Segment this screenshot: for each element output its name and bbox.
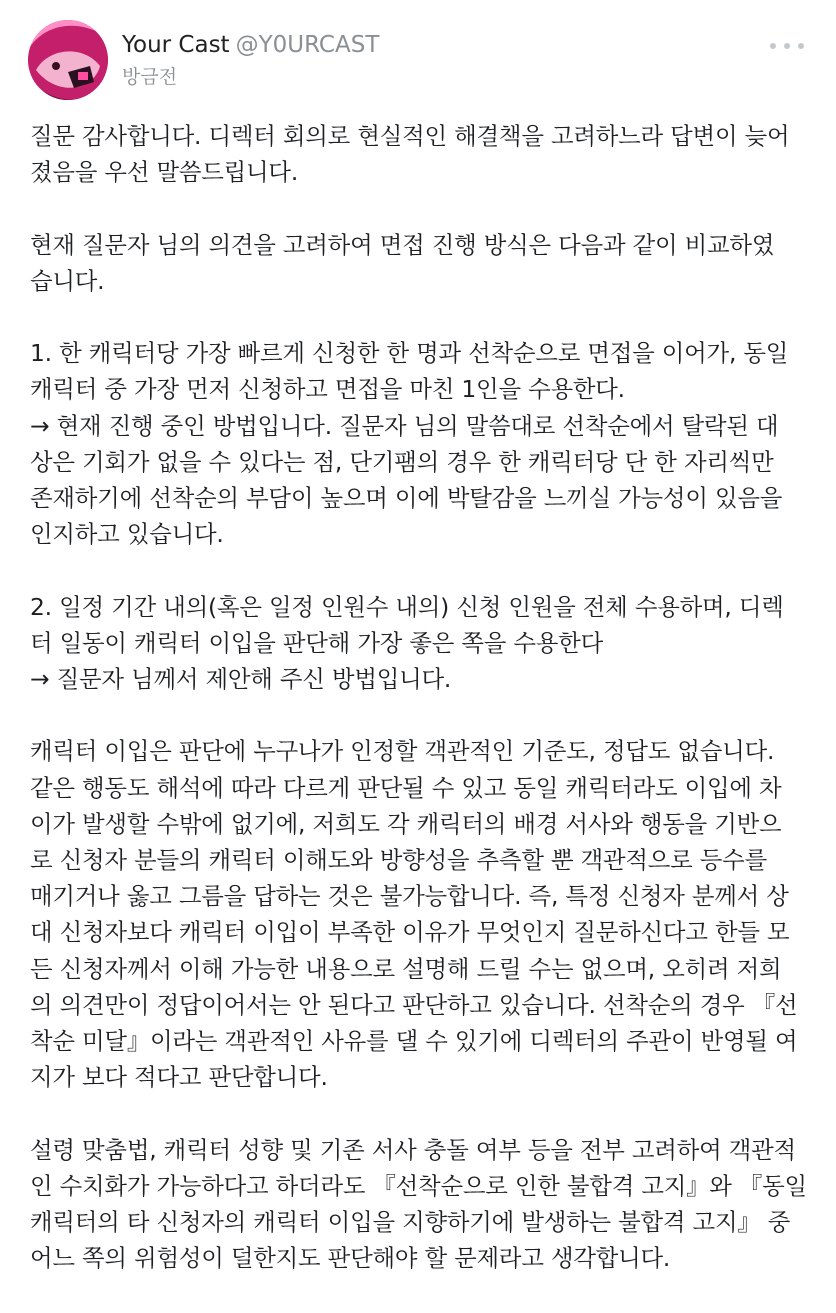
- post-text-line: 캐릭터의 타 신청자의 캐릭터 이입을 지향하기에 발생하는 불합격 고지』 중: [30, 1208, 791, 1237]
- post-text-line: 대 신청자보다 캐릭터 이입이 부족한 이유가 무엇인지 질문하신다고 한들 모: [30, 918, 790, 947]
- post-paragraph: [30, 227, 810, 299]
- post-text-line: 습니다.: [30, 266, 105, 295]
- post-paragraph: [30, 733, 810, 1095]
- post-text-line: 설령 맞춤법, 캐릭터 성향 및 기존 서사 충돌 여부 등을 전부 고려하여 객관적: [30, 1135, 796, 1164]
- post-paragraph: [30, 589, 810, 698]
- post-text-line: 질문 감사합니다. 디렉터 회의로 현실적인 해결책을 고려하느라 답변이 늦어: [30, 122, 790, 150]
- post-paragraph: [30, 118, 810, 190]
- post-text-line: 인 수치화가 가능하다고 하더라도 『선착순으로 인한 불합격 고지』와 『동일: [30, 1171, 807, 1200]
- post-text-line: 2. 일정 기간 내의(혹은 일정 인원수 내의) 신청 인원을 전체 수용하며, 디렉: [30, 592, 784, 621]
- more-icon[interactable]: [770, 36, 804, 56]
- post-text-line: 같은 행동도 해석에 따라 다르게 판단될 수 있고 동일 캐릭터라도 이입에 차: [30, 773, 782, 802]
- post-timestamp: 방금전: [122, 66, 178, 88]
- dot: [798, 43, 804, 49]
- post-text-line: 터 일동이 캐릭터 이입을 판단해 가장 좋은 쪽을 수용한다: [30, 628, 603, 657]
- post-text-line: 든 신청자께서 이해 가능한 내용으로 설명해 드릴 수는 없으며, 오히려 저희: [30, 954, 782, 983]
- post-text-line: 졌음을 우선 말씀드립니다.: [30, 158, 299, 187]
- author-handle[interactable]: @Y0URCAST: [235, 32, 380, 58]
- post-text-line: 지가 보다 적다고 판단합니다.: [30, 1063, 328, 1092]
- post-text-line: 매기거나 옳고 그름을 답하는 것은 불가능합니다. 즉, 특정 신청자 분께서 상: [30, 882, 789, 911]
- post-text-line: 로 신청자 분들의 캐릭터 이해도와 방향성을 추측할 뿐 객관적으로 등수를: [30, 846, 767, 874]
- post-text-line: 이가 발생할 수밖에 없기에, 저희도 각 캐릭터의 배경 서사와 행동을 기반으: [30, 809, 782, 838]
- avatar[interactable]: [28, 20, 108, 100]
- post-text-line: 상은 기회가 없을 수 있다는 점, 단기팸의 경우 한 캐릭터당 단 한 자리씩만: [30, 447, 774, 476]
- post-text-line: 인지하고 있습니다.: [30, 520, 224, 549]
- post-text-line: 의 의견만이 정답이어서는 안 된다고 판단하고 있습니다. 선착순의 경우 『선: [30, 990, 798, 1019]
- post-text-line: 1. 한 캐릭터당 가장 빠르게 신청한 한 명과 선착순으로 면접을 이어가, 동일: [30, 339, 789, 368]
- post-body: [30, 118, 810, 1313]
- post-paragraph: [30, 1132, 810, 1277]
- post-text-line: → 현재 진행 중인 방법입니다. 질문자 님의 말씀대로 선착순에서 탈락된 대: [30, 411, 779, 440]
- post-text-line: 착순 미달』이라는 객관적인 사유를 댈 수 있기에 디렉터의 주관이 반영될 여: [30, 1027, 798, 1056]
- author-row: [122, 30, 379, 60]
- author-display-name[interactable]: Your Cast: [122, 32, 230, 58]
- dot: [770, 43, 776, 49]
- post-text-line: 어느 쪽의 위험성이 덜한지도 판단해야 할 문제라고 생각합니다.: [30, 1244, 671, 1273]
- post-text-line: → 질문자 님께서 제안해 주신 방법입니다.: [30, 665, 452, 693]
- avatar-icon: [28, 20, 108, 100]
- post-text-line: 현재 질문자 님의 의견을 고려하여 면접 진행 방식은 다음과 같이 비교하였: [30, 230, 775, 259]
- post-text-line: 존재하기에 선착순의 부담이 높으며 이에 박탈감을 느끼실 가능성이 있음을: [30, 484, 783, 512]
- post-paragraph: [30, 335, 810, 552]
- post-header: [28, 20, 808, 92]
- dot: [784, 43, 790, 49]
- post-text-line: 캐릭터 이입은 판단에 누구나가 인정할 객관적인 기준도, 정답도 없습니다.: [30, 737, 775, 766]
- post-text-line: 캐릭터 중 가장 먼저 신청하고 면접을 마친 1인을 수용한다.: [30, 375, 625, 404]
